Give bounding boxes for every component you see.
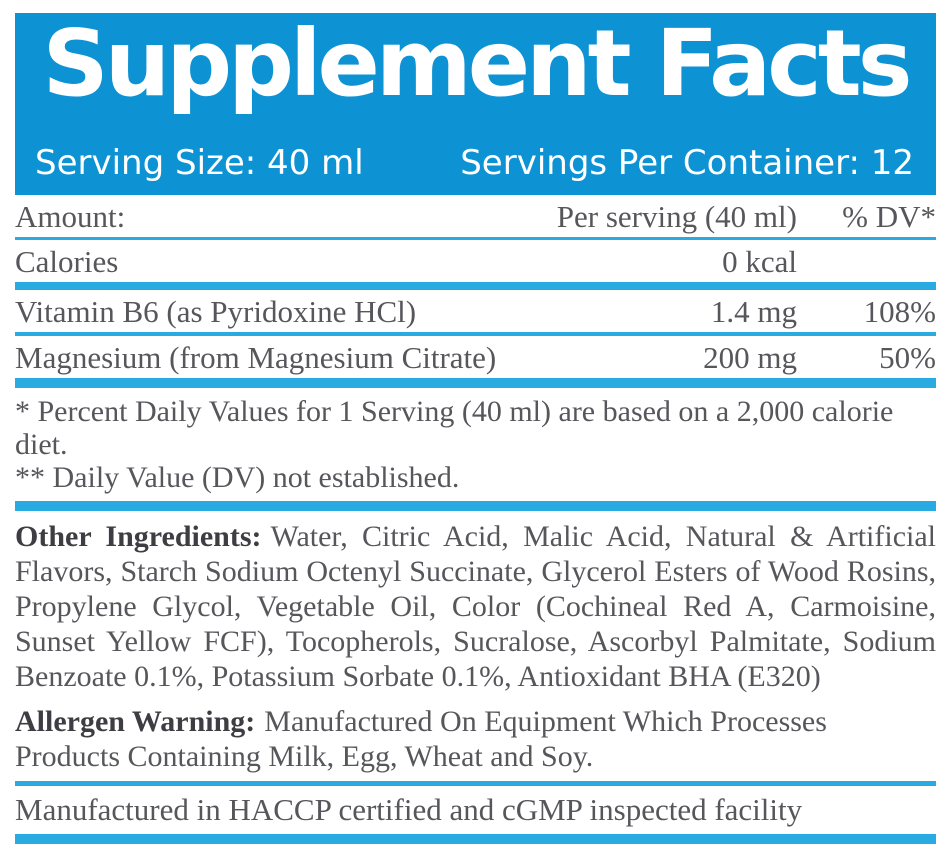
row-name: Magnesium (from Magnesium Citrate) (15, 340, 497, 375)
column-header-amount: Amount: (15, 199, 126, 234)
footnote-daily-value: * Percent Daily Values for 1 Serving (40 ml) are based on a 2,000 calorie diet. (15, 395, 894, 461)
facts-table (15, 195, 936, 388)
allergen-section (15, 704, 936, 786)
table-header-row (15, 195, 936, 240)
allergen-warning-text: Manufactured On Equipment Which Processes Products Containing Milk, Egg, Wheat and Soy. (15, 705, 827, 773)
other-ingredients-label: Other Ingredients: (15, 520, 262, 553)
other-ingredients-text: Water, Citric Acid, Malic Acid, Natural & Artificial Flavors, Starch Sodium Octenyl Succinate, Glycerol Esters of Wood Rosins, Propylene Glycol, Vegetable Oil, Color (Cochineal Red A, Carmoisine, Sunset Yellow FCF), Tocopherols, Sucralose, Ascorbyl Palmitate, Sodium Benzoate 0.1%, Potassium Sorbate 0.1%, Antioxidant BHA (E320) (15, 520, 936, 693)
table-row (15, 240, 936, 290)
serving-info-row (15, 143, 936, 195)
column-header-per-serving: Per serving (40 ml) (556, 199, 797, 234)
allergen-warning-label: Allergen Warning: (15, 705, 256, 738)
table-row (15, 290, 936, 336)
facility-note: Manufactured in HACCP certified and cGMP inspected facility (15, 792, 803, 827)
footnote-dv-not-established: ** Daily Value (DV) not established. (15, 461, 460, 494)
other-ingredients-paragraph (15, 519, 936, 694)
serving-size-label: Serving Size: 40 ml (35, 143, 364, 183)
row-amount: 200 mg (703, 340, 797, 375)
header-banner (15, 10, 936, 195)
allergen-warning-paragraph (15, 704, 835, 774)
row-amount: 0 kcal (722, 244, 797, 279)
row-amount: 1.4 mg (710, 294, 797, 329)
bottom-divider-bar (15, 834, 936, 844)
table-row (15, 336, 936, 388)
servings-per-container-label: Servings Per Container: 12 (460, 143, 914, 183)
row-dv: 50% (879, 340, 936, 375)
footnotes-section (15, 388, 936, 511)
page-title: Supplement Facts (42, 10, 909, 117)
row-name: Calories (15, 244, 119, 279)
row-dv: 108% (863, 294, 936, 329)
row-name: Vitamin B6 (as Pyridoxine HCl) (15, 294, 417, 329)
column-header-dv: % DV* (842, 199, 936, 234)
